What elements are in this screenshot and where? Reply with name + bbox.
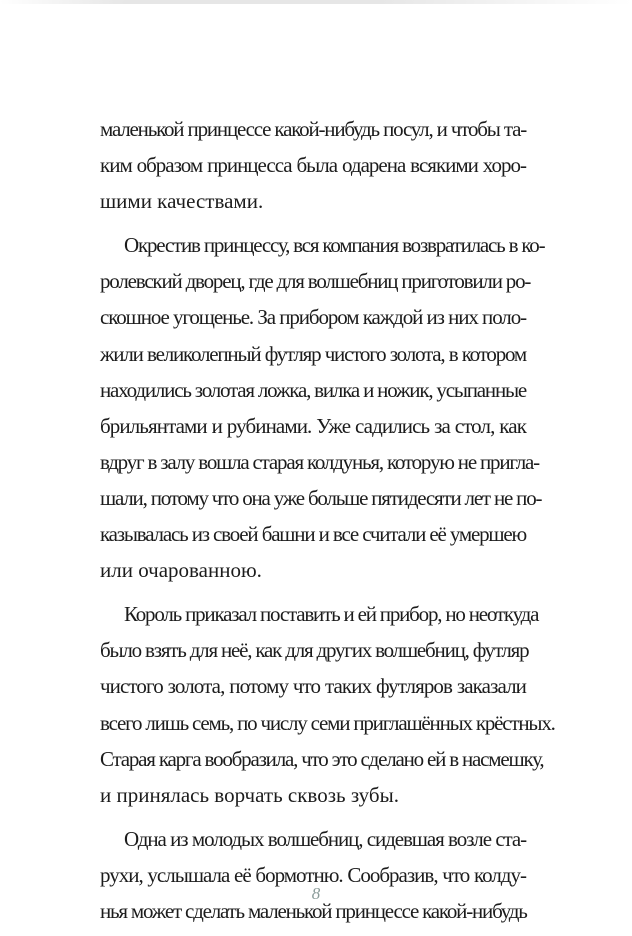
text-line: вдруг в залу вошла старая колдунья, которую не пригла-: [100, 449, 539, 474]
page-text-block: [100, 111, 555, 929]
text-line: рухи, услышала её бормотню. Сообразив, что колду-: [100, 862, 526, 887]
paragraph-gap: [100, 813, 526, 821]
text-line: находились золотая ложка, вилка и ножик, усыпанные: [100, 377, 527, 402]
page-number: 8: [311, 884, 321, 903]
text-line: маленькой принцессе какой-нибудь посул, и чтобы та-: [100, 117, 526, 141]
text-line: ролевский дворец, где для волшебниц приготовили ро-: [100, 269, 531, 294]
text-line: скошное угощенье. За прибором каждой из них поло-: [100, 305, 526, 330]
text-line: Окрестив принцессу, вся компания возвратилась в ко-: [124, 233, 545, 258]
text-line: нья может сделать маленькой принцессе какой-нибудь: [100, 898, 527, 923]
text-line: шими качествами.: [100, 189, 264, 214]
text-line: казывалась из своей башни и все считали её умершею: [100, 522, 526, 547]
paragraph: [100, 596, 555, 813]
text-line: всего лишь семь, по числу семи приглашённых крёстных.: [100, 710, 555, 735]
text-line: Король приказал поставить и ей прибор, но неоткуда: [124, 602, 539, 627]
paragraph: [100, 111, 526, 219]
paragraph-gap: [100, 588, 526, 596]
text-line: жили великолепный футляр чистого золота, в котором: [100, 341, 526, 366]
text-line: или очарованною.: [100, 558, 262, 583]
text-line: было взять для неё, как для других волшебниц, футляр: [100, 638, 529, 663]
text-line: шали, потому что она уже больше пятидесяти лет не по-: [100, 485, 542, 510]
paragraph: [100, 821, 526, 929]
text-line: ким образом принцесса была одарена всякими хоро-: [100, 153, 526, 178]
text-line: и принялась ворчать сквозь зубы.: [100, 782, 399, 807]
page-top-edge: [0, 0, 632, 4]
text-line: Старая карга вообразила, что это сделано ей в насмешку,: [100, 746, 544, 771]
text-line: брильянтами и рубинами. Уже садились за стол, как: [100, 413, 526, 438]
text-line: чистого золота, потому что таких футляров заказали: [100, 674, 526, 699]
paragraph-gap: [100, 219, 526, 227]
text-line: Одна из молодых волшебниц, сидевшая возле ста-: [124, 826, 526, 851]
paragraph: [100, 227, 545, 588]
